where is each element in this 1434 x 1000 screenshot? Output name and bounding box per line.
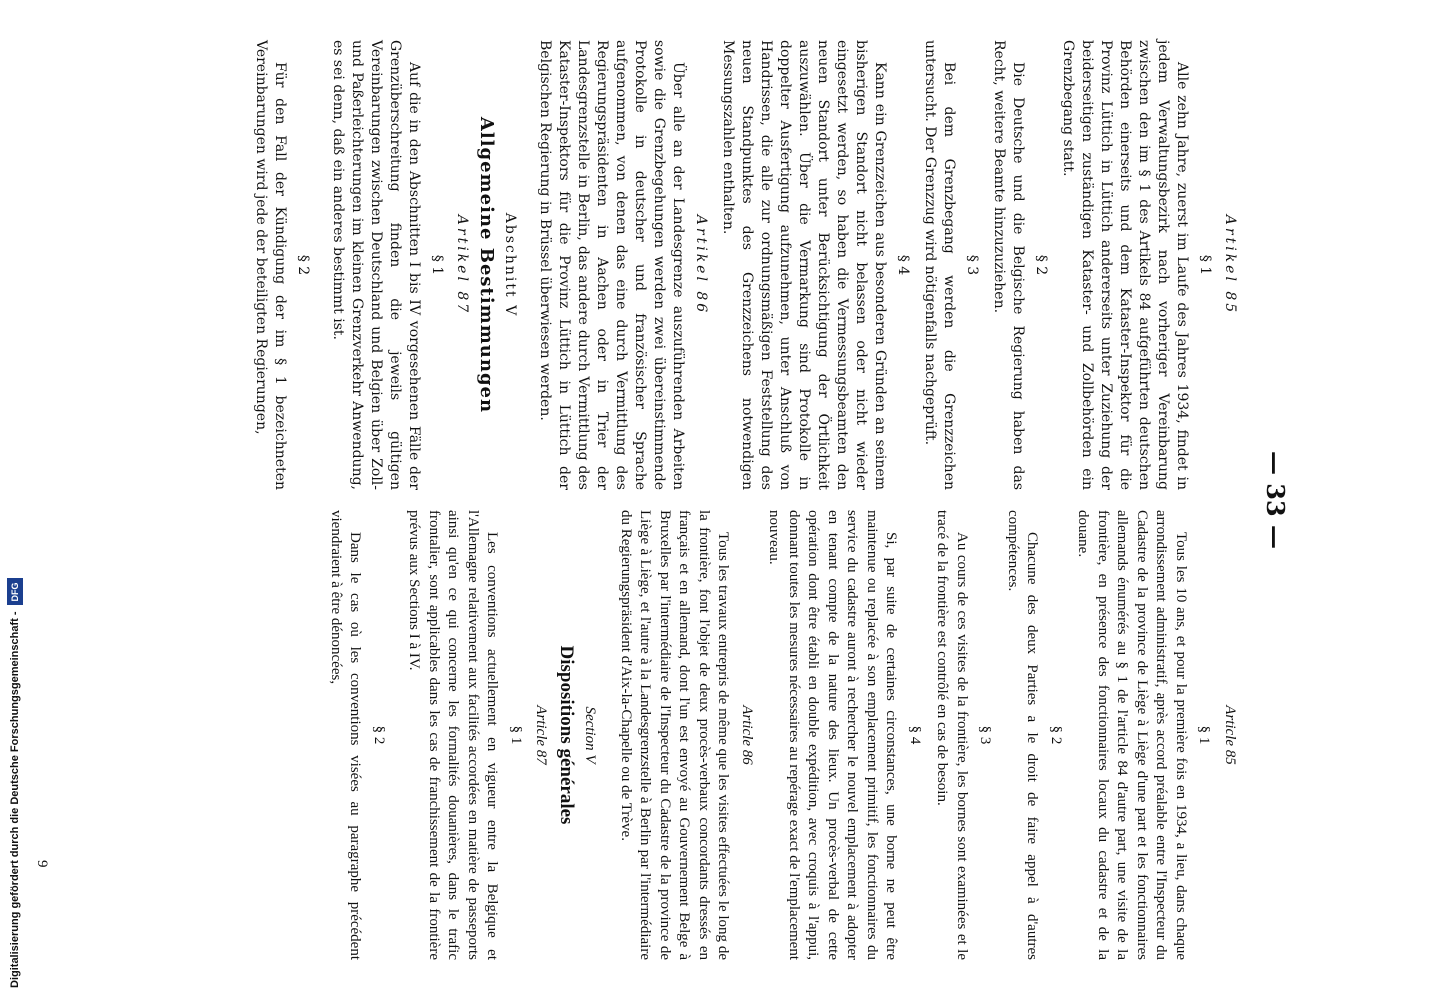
de-article-86-title: Artikel 86 (693, 214, 709, 316)
fr-article-85-title: Article 85 (1222, 705, 1238, 765)
fr-art85-s1-title: § 1 (1196, 725, 1213, 745)
dfg-logo: DFG (7, 578, 23, 605)
fr-art85-s3-title: § 3 (977, 725, 994, 745)
fr-art85-s4-text: Si, par suite de certaines circonstances, une borne ne peut être maintenue ou replacée à son emplacement primitif, les fonctionnaires du service du cadastre auront à rechercher le nouvel emplacement à adopter en tenant compte de la nature des lieux. Un procès-verbal de cette opération dont être établi en double expédition, avec croquis à l'appui, donnant toutes les mesures nécessaires au repérage exact de l'emplacement nouveau. (766, 510, 900, 960)
fr-article-86-title: Article 86 (739, 705, 755, 765)
de-art87-s1-text: Auf die in den Abschnitten I bis IV vorgesehenen Fälle der Grenzüberschreitung finden die jeweils gültigen Vereinbarungen zwischen Deutschland und Belgien über Zoll- und Paßerleichterungen im kleinen Grenzverkehr Anwendung, es sei denn, daß ein anderes bestimmt ist. (330, 40, 422, 490)
fr-art87-s1-text: Les conventions actuellement en vigueur entre la Belgique et l'Allemagne relativement aux facilités accordées en matière de passeports ainsi qu'en ce qui concerne les formalités douanières, dans le trafic frontalier, sont applicables dans les cas de franchissement de la frontière prévus aux Sections I à IV. (406, 510, 501, 960)
de-art87-s1-title: § 1 (429, 254, 445, 276)
fr-section-5-title: Section V (582, 706, 599, 764)
de-section-5-heading: Allgemeine Bestimmungen (476, 116, 497, 414)
de-art85-s2-text: Die Deutsche und die Belgische Regierung haben das Recht, weitere Beamte hinzuzuziehen. (991, 40, 1026, 490)
footer-number: 9 (34, 860, 50, 868)
de-art85-s3-title: § 3 (964, 254, 980, 276)
german-column (243, 40, 1245, 490)
french-column (318, 510, 1246, 960)
de-art85-s4-text: Kann ein Grenzzeichen aus besonderen Gründen an seinem bisherigen Standort nicht belassen oder nicht wieder eingesetzt werden, so haben die Vermessungsbeamten den neuen Standort unter Berücksichtigung der Örtlichkeit auszuwählen. Über die Vermarkung sind Protokolle in doppelter Ausfertigung aufzunehmen, unter Anschluß von Handrissen, die alle zur ordnungsmäßigen Feststellung des neuen Standpunktes des Grenzzeichens notwendigen Messungszahlen enthalten. (720, 40, 888, 490)
de-art85-s2-title: § 2 (1033, 254, 1049, 276)
fr-section-5-heading: Dispositions générales (556, 645, 577, 825)
fr-art87-s1-title: § 1 (508, 725, 524, 745)
fr-art85-s2-text: Chacune des deux Parties a le droit de faire appel à d'autres compétences. (1005, 510, 1041, 960)
fr-art85-s4-title: § 4 (907, 725, 923, 745)
fr-art85-s3-text: Au cours de ces visites de la frontière, les bornes sont examinées et le tracé de la frontière est contrôlé en cas de besoin. (934, 510, 970, 960)
de-art85-s1-title: § 1 (1197, 254, 1213, 276)
de-art85-s4-title: § 4 (895, 254, 911, 276)
de-article-85-title: Artikel 85 (1222, 214, 1238, 316)
fr-art85-s1-text: Tous les 10 ans, et pour la première fois en 1934, a lieu, dans chaque arrondissement administratif, après accord préalable entre l'Inspecteur du Cadastre de la province de Liège à Liège d'une part et les fonctionnaires allemands énumérés au § 1 de l'article 84 d'autre part, une visite de la frontière, en présence des fonctionnaires locaux du cadastre et de la douane. (1075, 510, 1189, 960)
de-art86-text: Über alle an der Landesgrenze auszuführenden Arbeiten sowie die Grenzbegehungen werden zwei übereinstimmende Protokolle in deutscher und französischer Sprache aufgenommen, von denen das eine durch Vermittlung des Regierungspräsidenten in Aachen oder in Trier der Landesgrenzstelle in Berlin, das andere durch Vermittlung des Kataster-Inspektors für die Provinz Lüttich in Lüttich der Belgischen Regierung in Brüssel überwiesen werden. (537, 40, 686, 490)
de-article-87-title: Artikel 87 (454, 214, 470, 316)
fr-art85-s2-title: § 2 (1048, 725, 1064, 745)
fr-art87-s2-title: § 2 (371, 725, 387, 745)
de-art85-s1-text: Alle zehn Jahre, zuerst im Laufe des Jahres 1934, findet in jedem Verwaltungsbezirk nach vorheriger Vereinbarung zwischen den im § 1 des Artikels 84 aufgeführten deutschen Behörden einerseits und dem Kataster-Inspektor für die Provinz Lüttich in Lüttich andererseits unter Zuziehung der beiderseitigen zuständigen Kataster- und Zollbehörden ein Grenzbegang statt. (1060, 40, 1190, 490)
de-section-5-title: Abschnitt V (502, 212, 518, 318)
fr-art87-s2-text: Dans le cas où les conventions visées au paragraphe précédent viendraient à être dénoncées, (328, 510, 364, 960)
fr-article-87-title: Article 87 (533, 705, 550, 765)
digitization-credit (4, 582, 26, 988)
fr-art86-text: Tous les travaux entrepris de même que les visites effectuées le long de la frontière, font l'objet de deux procès-verbaux concordants dressés en français et en allemand, dont l'un est envoyé au Gouvernement Belge à Bruxelles par l'intermédiaire de l'Inspecteur du Cadastre de la province de Liège à Liège, et l'autre à la Landesgrenzstelle à Berlin par l'intermédiaire du Regierungspräsident d'Aix-la-Chapelle ou de Trève. (618, 510, 732, 960)
de-art85-s3-text: Bei dem Grenzbegang werden die Grenzzeichen untersucht. Der Grenzzug wird nötigenfalls nachgeprüft. (922, 40, 957, 490)
de-art87-s2-text: Für den Fall der Kündigung der im § 1 bezeichneten Vereinbarungen wird jede der beteiligten Regierungen, (253, 40, 288, 490)
credit-text: Digitalisierung gefördert durch die Deutsche Forschungsgemeinschaft - (9, 611, 21, 988)
de-art87-s2-title: § 2 (295, 254, 311, 276)
page-number: — 33 — (1261, 450, 1290, 550)
